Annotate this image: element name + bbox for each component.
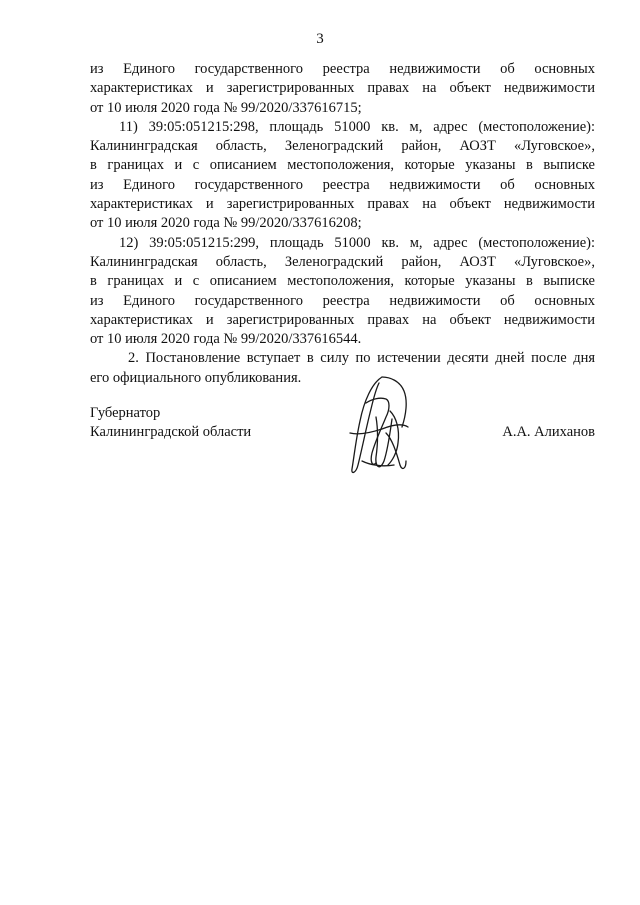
text-line: 2. Постановление вступает в силу по истечении десяти дней после дня xyxy=(128,350,595,367)
text-line: из Единого государственного реестра недвижимости об основных xyxy=(90,61,595,77)
text-line: 11) 39:05:051215:298, площадь 51000 кв. м, адрес (местоположение): xyxy=(119,118,595,135)
text-line: Калининградская область, Зеленоградский район, АОЗТ «Луговское», xyxy=(90,253,595,270)
text-line: в границах и с описанием местоположения, которые указаны в выписке xyxy=(90,157,595,174)
list-item-11 xyxy=(90,118,595,234)
page-number: 3 xyxy=(316,31,324,47)
text-line: характеристиках и зарегистрированных правах на объект недвижимости xyxy=(90,80,595,97)
document-body xyxy=(90,60,595,388)
list-item-12 xyxy=(90,234,595,350)
text-line: от 10 июля 2020 года № 99/2020/337616544. xyxy=(90,331,362,348)
text-line: Калининградская область, Зеленоградский район, АОЗТ «Луговское», xyxy=(90,138,595,155)
signer-title xyxy=(90,404,251,443)
text-line: из Единого государственного реестра недвижимости об основных xyxy=(90,176,595,193)
text-line: от 10 июля 2020 года № 99/2020/337616208; xyxy=(90,215,362,232)
signer-name: А.А. Алиханов xyxy=(502,424,595,440)
text-line: от 10 июля 2020 года № 99/2020/337616715; xyxy=(90,99,362,116)
text-line: характеристиках и зарегистрированных правах на объект недвижимости xyxy=(90,196,595,213)
text-line: его официального опубликования. xyxy=(90,369,302,386)
handwritten-signature xyxy=(342,373,414,478)
signer-title-line: Губернатор xyxy=(90,405,161,421)
paragraph-continuation xyxy=(90,60,595,118)
signer-title-line: Калининградской области xyxy=(90,424,252,441)
text-line: характеристиках и зарегистрированных правах на объект недвижимости xyxy=(90,311,595,328)
text-line: из Единого государственного реестра недвижимости об основных xyxy=(90,292,595,309)
text-line: 12) 39:05:051215:299, площадь 51000 кв. м, адрес (местоположение): xyxy=(119,234,595,251)
text-line: в границах и с описанием местоположения, которые указаны в выписке xyxy=(90,273,595,290)
